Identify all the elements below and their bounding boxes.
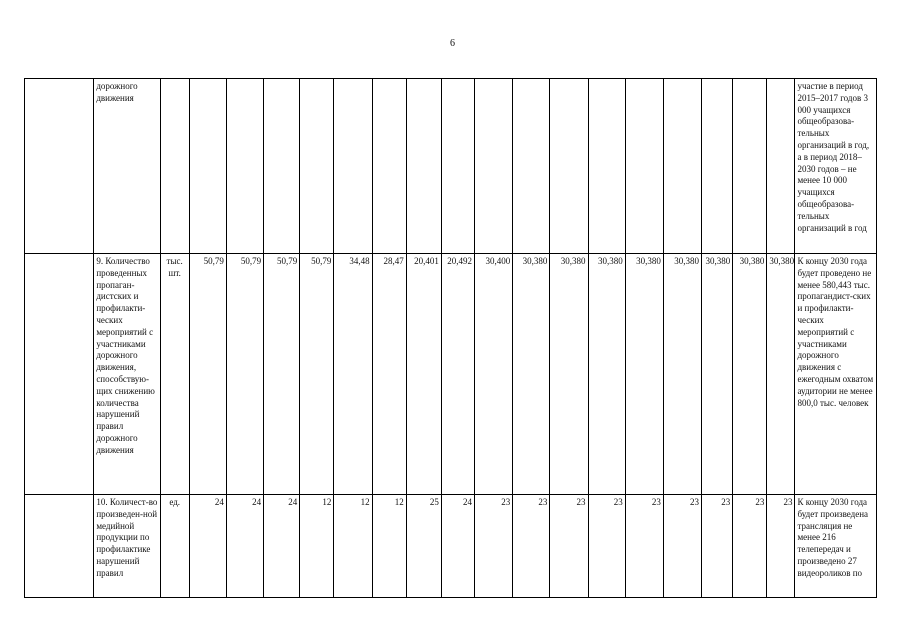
- value-cell: 23: [588, 495, 625, 598]
- value-cell: 12: [372, 495, 406, 598]
- value-cell: 30,380: [767, 254, 795, 495]
- value-cell: 12: [300, 495, 334, 598]
- value-cell: [189, 79, 226, 254]
- row-spacer-cell: [25, 79, 94, 254]
- value-cell: 28,47: [372, 254, 406, 495]
- unit-cell: [160, 79, 189, 254]
- value-cell: 30,380: [588, 254, 625, 495]
- value-cell: 30,380: [550, 254, 588, 495]
- indicator-name-cell: дорожного движения: [94, 79, 160, 254]
- value-cell: 25: [406, 495, 441, 598]
- indicator-name-cell: 9. Количество проведенных пропаган-дистских и профилакти-ческих мероприятий с участниками дорожного движения, способствую-щих снижению количества нарушений правил дорожного движения: [94, 254, 160, 495]
- value-cell: 24: [226, 495, 263, 598]
- value-cell: [550, 79, 588, 254]
- value-cell: [663, 79, 701, 254]
- value-cell: 23: [550, 495, 588, 598]
- value-cell: [226, 79, 263, 254]
- indicators-table: [24, 78, 877, 598]
- table-row: [25, 79, 877, 254]
- value-cell: 23: [513, 495, 550, 598]
- value-cell: 50,79: [264, 254, 300, 495]
- value-cell: 23: [733, 495, 767, 598]
- value-cell: [441, 79, 474, 254]
- note-cell: участие в период 2015–2017 годов 3 000 учащихся общеобразова-тельных организаций в год, а в период 2018–2030 годов – не менее 10 000 учащихся общеобразова-тельных организаций в год: [795, 79, 877, 254]
- value-cell: [264, 79, 300, 254]
- value-cell: [334, 79, 372, 254]
- value-cell: 30,380: [663, 254, 701, 495]
- value-cell: 50,79: [300, 254, 334, 495]
- value-cell: [406, 79, 441, 254]
- page-number: 6: [450, 38, 455, 49]
- value-cell: [767, 79, 795, 254]
- note-cell: К концу 2030 года будет произведена трансляция не менее 216 телепередач и произведено 27 видеороликов по: [795, 495, 877, 598]
- value-cell: 24: [264, 495, 300, 598]
- value-cell: [300, 79, 334, 254]
- value-cell: 30,380: [733, 254, 767, 495]
- row-spacer-cell: [25, 254, 94, 495]
- value-cell: 23: [625, 495, 663, 598]
- value-cell: 23: [702, 495, 733, 598]
- value-cell: 23: [475, 495, 513, 598]
- value-cell: [702, 79, 733, 254]
- value-cell: 12: [334, 495, 372, 598]
- value-cell: [588, 79, 625, 254]
- value-cell: [513, 79, 550, 254]
- value-cell: 50,79: [189, 254, 226, 495]
- value-cell: 23: [767, 495, 795, 598]
- indicator-name-cell: 10. Количест-во произведен-ной медийной продукции по профилактике нарушений правил: [94, 495, 160, 598]
- value-cell: [625, 79, 663, 254]
- value-cell: 50,79: [226, 254, 263, 495]
- note-cell: К концу 2030 года будет проведено не менее 580,443 тыс. пропагандист-ских и профилакти-ческих мероприятий с участниками дорожного движения с ежегодным охватом аудитории не менее 800,0 тыс. человек: [795, 254, 877, 495]
- value-cell: 30,380: [513, 254, 550, 495]
- value-cell: [475, 79, 513, 254]
- value-cell: 24: [189, 495, 226, 598]
- value-cell: 24: [441, 495, 474, 598]
- value-cell: 30,400: [475, 254, 513, 495]
- value-cell: 30,380: [702, 254, 733, 495]
- unit-cell: тыс. шт.: [160, 254, 189, 495]
- value-cell: 20,492: [441, 254, 474, 495]
- value-cell: 20,401: [406, 254, 441, 495]
- value-cell: 23: [663, 495, 701, 598]
- row-spacer-cell: [25, 495, 94, 598]
- table-row: [25, 495, 877, 598]
- value-cell: 30,380: [625, 254, 663, 495]
- value-cell: 34,48: [334, 254, 372, 495]
- unit-cell: ед.: [160, 495, 189, 598]
- value-cell: [733, 79, 767, 254]
- value-cell: [372, 79, 406, 254]
- table-row: [25, 254, 877, 495]
